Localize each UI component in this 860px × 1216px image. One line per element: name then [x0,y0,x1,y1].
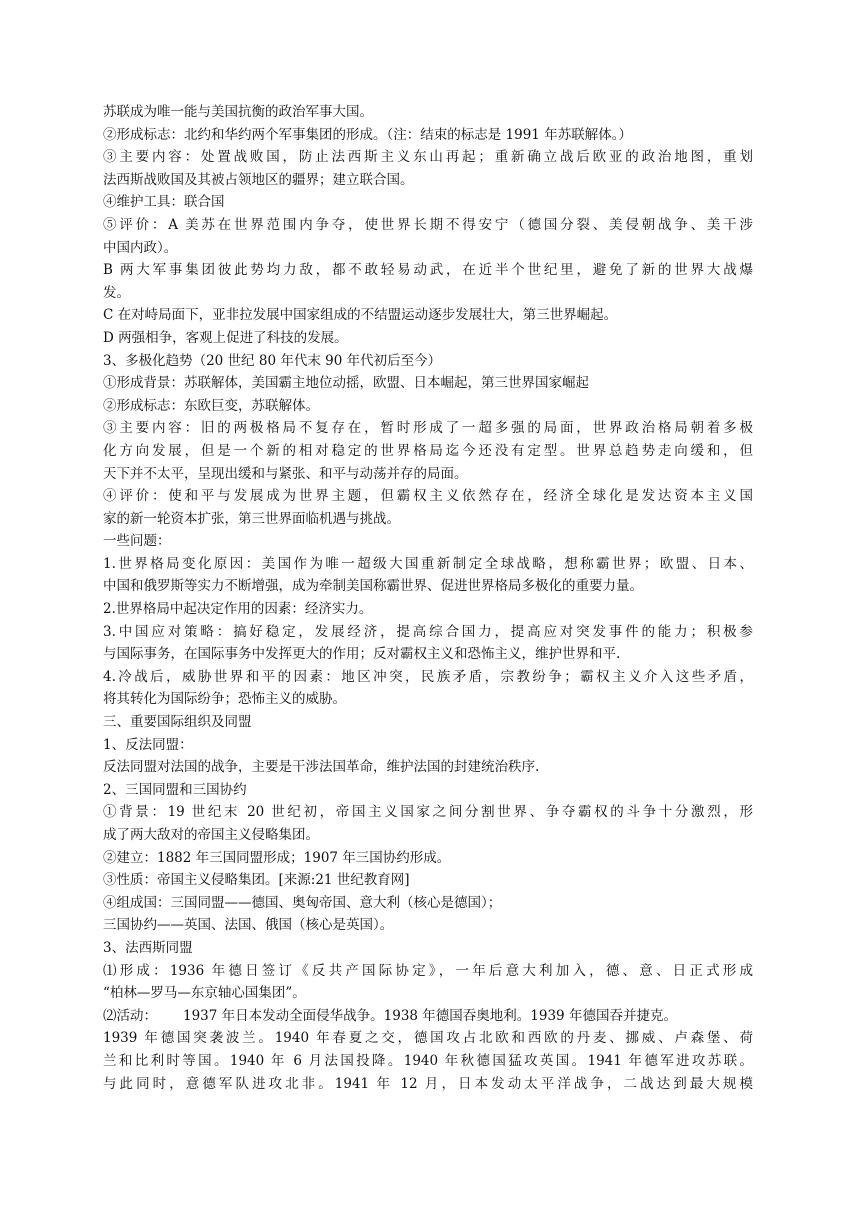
text-line: 3.中国应对策略：搞好稳定，发展经济，提高综合国力，提高应对突发事件的能力；积极参 [103,623,753,640]
section-heading: 三、重要国际组织及同盟 [103,714,252,731]
section-heading: 2、三国同盟和三国协约 [103,781,247,798]
text-line: 1939 年德国突袭波兰。1940 年春夏之交，德国攻占北欧和西欧的丹麦、挪威、卢森堡、荷 [103,1030,753,1047]
text-line: 发。 [103,284,130,301]
text-line: 成了两大敌对的帝国主义侵略集团。 [103,827,319,843]
text-line: ②建立：1882 年三国同盟形成；1907 年三国协约形成。 [103,849,451,866]
text-line: 2.世界格局中起决定作用的因素：经济实力。 [103,601,373,618]
text-line: 将其转化为国际纷争；恐怖主义的威胁。 [103,691,346,708]
text-line: ②形成标志：北约和华约两个军事集团的形成。（注：结束的标志是 1991 年苏联解体。） [103,126,632,143]
text-line: 天下并不太平，呈现出缓和与紧张、和平与动荡并存的局面。 [103,465,468,482]
text-line: ③主要内容：处置战败国，防止法西斯主义东山再起；重新确立战后欧亚的政治地图，重划 [103,149,753,166]
text-line: 反法同盟对法国的战争，主要是干涉法国革命，维护法国的封建统治秩序. [103,759,540,776]
text-line: 中国和俄罗斯等实力不断增强，成为牵制美国称霸世界、促进世界格局多极化的重要力量。 [103,578,643,595]
section-heading: 3、法西斯同盟 [103,939,193,956]
section-heading: 一些问题： [103,533,171,550]
text-line: “柏林—罗马—东京轴心国集团”。 [103,985,306,1002]
text-line: ④评价：使和平与发展成为世界主题，但霸权主义依然存在，经济全球化是发达资本主义国 [103,488,753,505]
text-line: ③性质：帝国主义侵略集团。[来源:21 世纪教育网] [103,872,410,889]
text-line: 三国协约——英国、法国、俄国（核心是英国）。 [103,917,394,934]
text-line: 与此同时，意德军队进攻北非。1941 年 12 月，日本发动太平洋战争，二战达到最大规模 [103,1075,753,1092]
text-line: 中国内政）。 [103,239,178,256]
text-line-activity [103,1005,753,1028]
document-page [103,101,753,1095]
text-line: D 两强相争，客观上促进了科技的发展。 [103,329,348,346]
text-line: ⑴形成：1936 年德日签订《反共产国际协定》，一年后意大利加入，德、意、日正式形成 [103,962,753,979]
text-line: 法西斯战败国及其被占领地区的疆界；建立联合国。 [103,171,414,188]
text-line: ④维护工具：联合国 [103,194,225,211]
text-line: 家的新一轮资本扩张，第三世界面临机遇与挑战。 [103,510,400,527]
text-line: 苏联成为唯一能与美国抗衡的政治军事大国。 [103,104,373,120]
text-line: ③主要内容：旧的两极格局不复存在，暂时形成了一超多强的局面，世界政治格局朝着多极 [103,420,753,437]
text-line: 兰和比利时等国。1940 年 6 月法国投降。1940 年秋德国猛攻英国。1941 年德军进攻苏联。 [103,1052,753,1069]
text-line: 与国际事务，在国际事务中发挥更大的作用；反对霸权主义和恐怖主义，维护世界和平. [103,646,621,663]
text-line: 1.世界格局变化原因：美国作为唯一超级大国重新制定全球战略，想称霸世界；欧盟、日本、 [103,555,753,572]
section-heading: 1、反法同盟： [103,736,193,753]
text-line: B 两大军事集团彼此势均力敌，都不敢轻易动武，在近半个世纪里，避免了新的世界大战爆 [103,262,753,279]
text-line: 化方向发展，但是一个新的相对稳定的世界格局迄今还没有定型。世界总趋势走向缓和，但 [103,442,753,459]
text-line: ⑤评价：A 美苏在世界范围内争夺，使世界长期不得安宁（德国分裂、美侵朝战争、美干涉 [103,216,753,233]
activity-label: ⑵活动： [103,1007,157,1024]
text-line: ①形成背景：苏联解体，美国霸主地位动摇，欧盟、日本崛起，第三世界国家崛起 [103,375,589,392]
activity-text: 1937 年日本发动全面侵华战争。1938 年德国吞奥地利。1939 年德国吞并捷克。 [183,1007,677,1024]
text-line: ①背景：19 世纪末 20 世纪初，帝国主义国家之间分割世界、争夺霸权的斗争十分激烈，形 [103,804,753,821]
text-line: 4.冷战后，威胁世界和平的因素：地区冲突，民族矛盾，宗教纷争；霸权主义介入这些矛盾， [103,668,753,685]
section-heading: 3、多极化趋势（20 世纪 80 年代末 90 年代初后至今） [103,352,442,369]
text-line: ④组成国：三国同盟——德国、奥匈帝国、意大利（核心是德国）； [103,894,502,911]
text-line: ②形成标志：东欧巨变，苏联解体。 [103,397,319,414]
text-line: C 在对峙局面下，亚非拉发展中国家组成的不结盟运动逐步发展壮大，第三世界崛起。 [103,307,618,324]
